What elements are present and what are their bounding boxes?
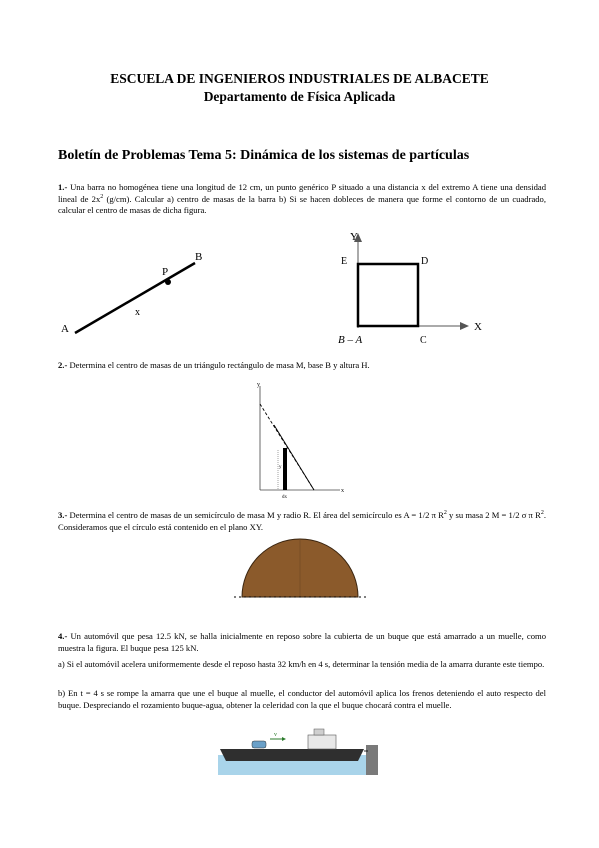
- problem-4-number: 4.-: [58, 631, 68, 641]
- x-axis-arrow: [460, 322, 469, 330]
- square-figure: [330, 228, 500, 353]
- label-strip-y: y: [279, 465, 282, 470]
- pier: [366, 745, 378, 775]
- label-c: C: [420, 335, 427, 346]
- problem-1-text: [58, 182, 546, 217]
- department-name: Departamento de Física Aplicada: [203, 89, 396, 104]
- ship-figure: [218, 727, 378, 775]
- label-x-axis: X: [474, 321, 482, 333]
- problem-2-body: Determina el centro de masas de un triángulo rectángulo de masa M, base B y altura H.: [67, 360, 370, 370]
- problem-2-number: 2.-: [58, 360, 68, 370]
- label-p: P: [162, 266, 169, 278]
- label-x: x: [135, 307, 140, 318]
- label-a: A: [61, 323, 69, 335]
- label-b: B: [195, 251, 203, 263]
- problem-2-text: [58, 360, 546, 372]
- label-e: E: [341, 256, 348, 267]
- label-ba: B – A: [338, 334, 363, 346]
- label-y: y: [257, 382, 260, 388]
- label-d: D: [421, 256, 429, 267]
- problem-3-exp-2: 2: [540, 510, 544, 517]
- school-name: ESCUELA DE INGENIEROS INDUSTRIALES DE ALBACETE: [110, 71, 489, 86]
- problem-1-exponent: 2: [100, 193, 104, 200]
- problem-1-number: 1.-: [58, 182, 68, 192]
- car: [252, 741, 266, 748]
- problem-3-number: 3.-: [58, 510, 68, 520]
- problem-4-intro: [58, 631, 546, 654]
- ship-mast: [314, 729, 324, 735]
- bar-figure: [55, 245, 225, 340]
- label-v: v: [274, 732, 277, 738]
- dx-strip: [283, 448, 287, 490]
- point-p: [165, 279, 171, 285]
- problem-3-exp-1: 2: [443, 510, 447, 517]
- triangle-figure: [252, 380, 347, 500]
- label-x: x: [341, 488, 344, 494]
- bar-line: [75, 263, 195, 333]
- label-dx: dx: [282, 495, 287, 500]
- hypotenuse: [274, 425, 314, 490]
- problem-3-text-a: Determina el centro de masas de un semicírculo de masa M y radio R. El área del semicírculo es A = 1/2 π R: [67, 510, 444, 520]
- label-y: Y: [350, 231, 358, 243]
- problem-4-part-a: a) Si el automóvil acelera uniformemente desde el reposo hasta 32 km/h en 4 s, determinar la tensión media de la amarra durante este tiempo.: [58, 659, 545, 669]
- problem-3-text-c: . Consideramos que el círculo está contenido en el plano XY.: [58, 510, 546, 532]
- problem-3-text: [58, 510, 546, 533]
- problem-1-text-a: Una barra no homogénea tiene una longitud de 12 cm, un punto genérico P situado a una distancia x del extremo A tiene una densidad lineal de 2x: [58, 182, 546, 204]
- ship-hull: [220, 749, 364, 761]
- ship-bridge: [308, 735, 336, 749]
- semicircle-figure: [232, 537, 367, 602]
- problem-4-intro-text: Un automóvil que pesa 12.5 kN, se halla inicialmente en reposo sobre la cubierta de un buque que está amarrado a un muelle, como muestra la figura. El buque pesa 125 kN.: [58, 631, 546, 653]
- square-shape: [358, 264, 418, 326]
- problem-3-text-b: y su masa 2 M = 1/2 σ π R: [446, 510, 541, 520]
- problem-1-text-b: (g/cm). Calcular a) centro de masas de la barra b) Si se hacen dobleces de manera que forme el contorno de un cuadrado, calcular el centro de masas de dicha figura.: [58, 193, 547, 215]
- problem-4-part-b: b) En t = 4 s se rompe la amarra que une el buque al muelle, el conductor del automóvil aplica los frenos deteniendo el auto respecto del buque. Despreciando el rozamiento buque-agua, obtener la celeridad con la que el buque chocará contra el muelle.: [58, 688, 546, 710]
- velocity-arrowhead: [282, 737, 286, 741]
- page-title: Boletín de Problemas Tema 5: Dinámica de los sistemas de partículas: [58, 148, 470, 163]
